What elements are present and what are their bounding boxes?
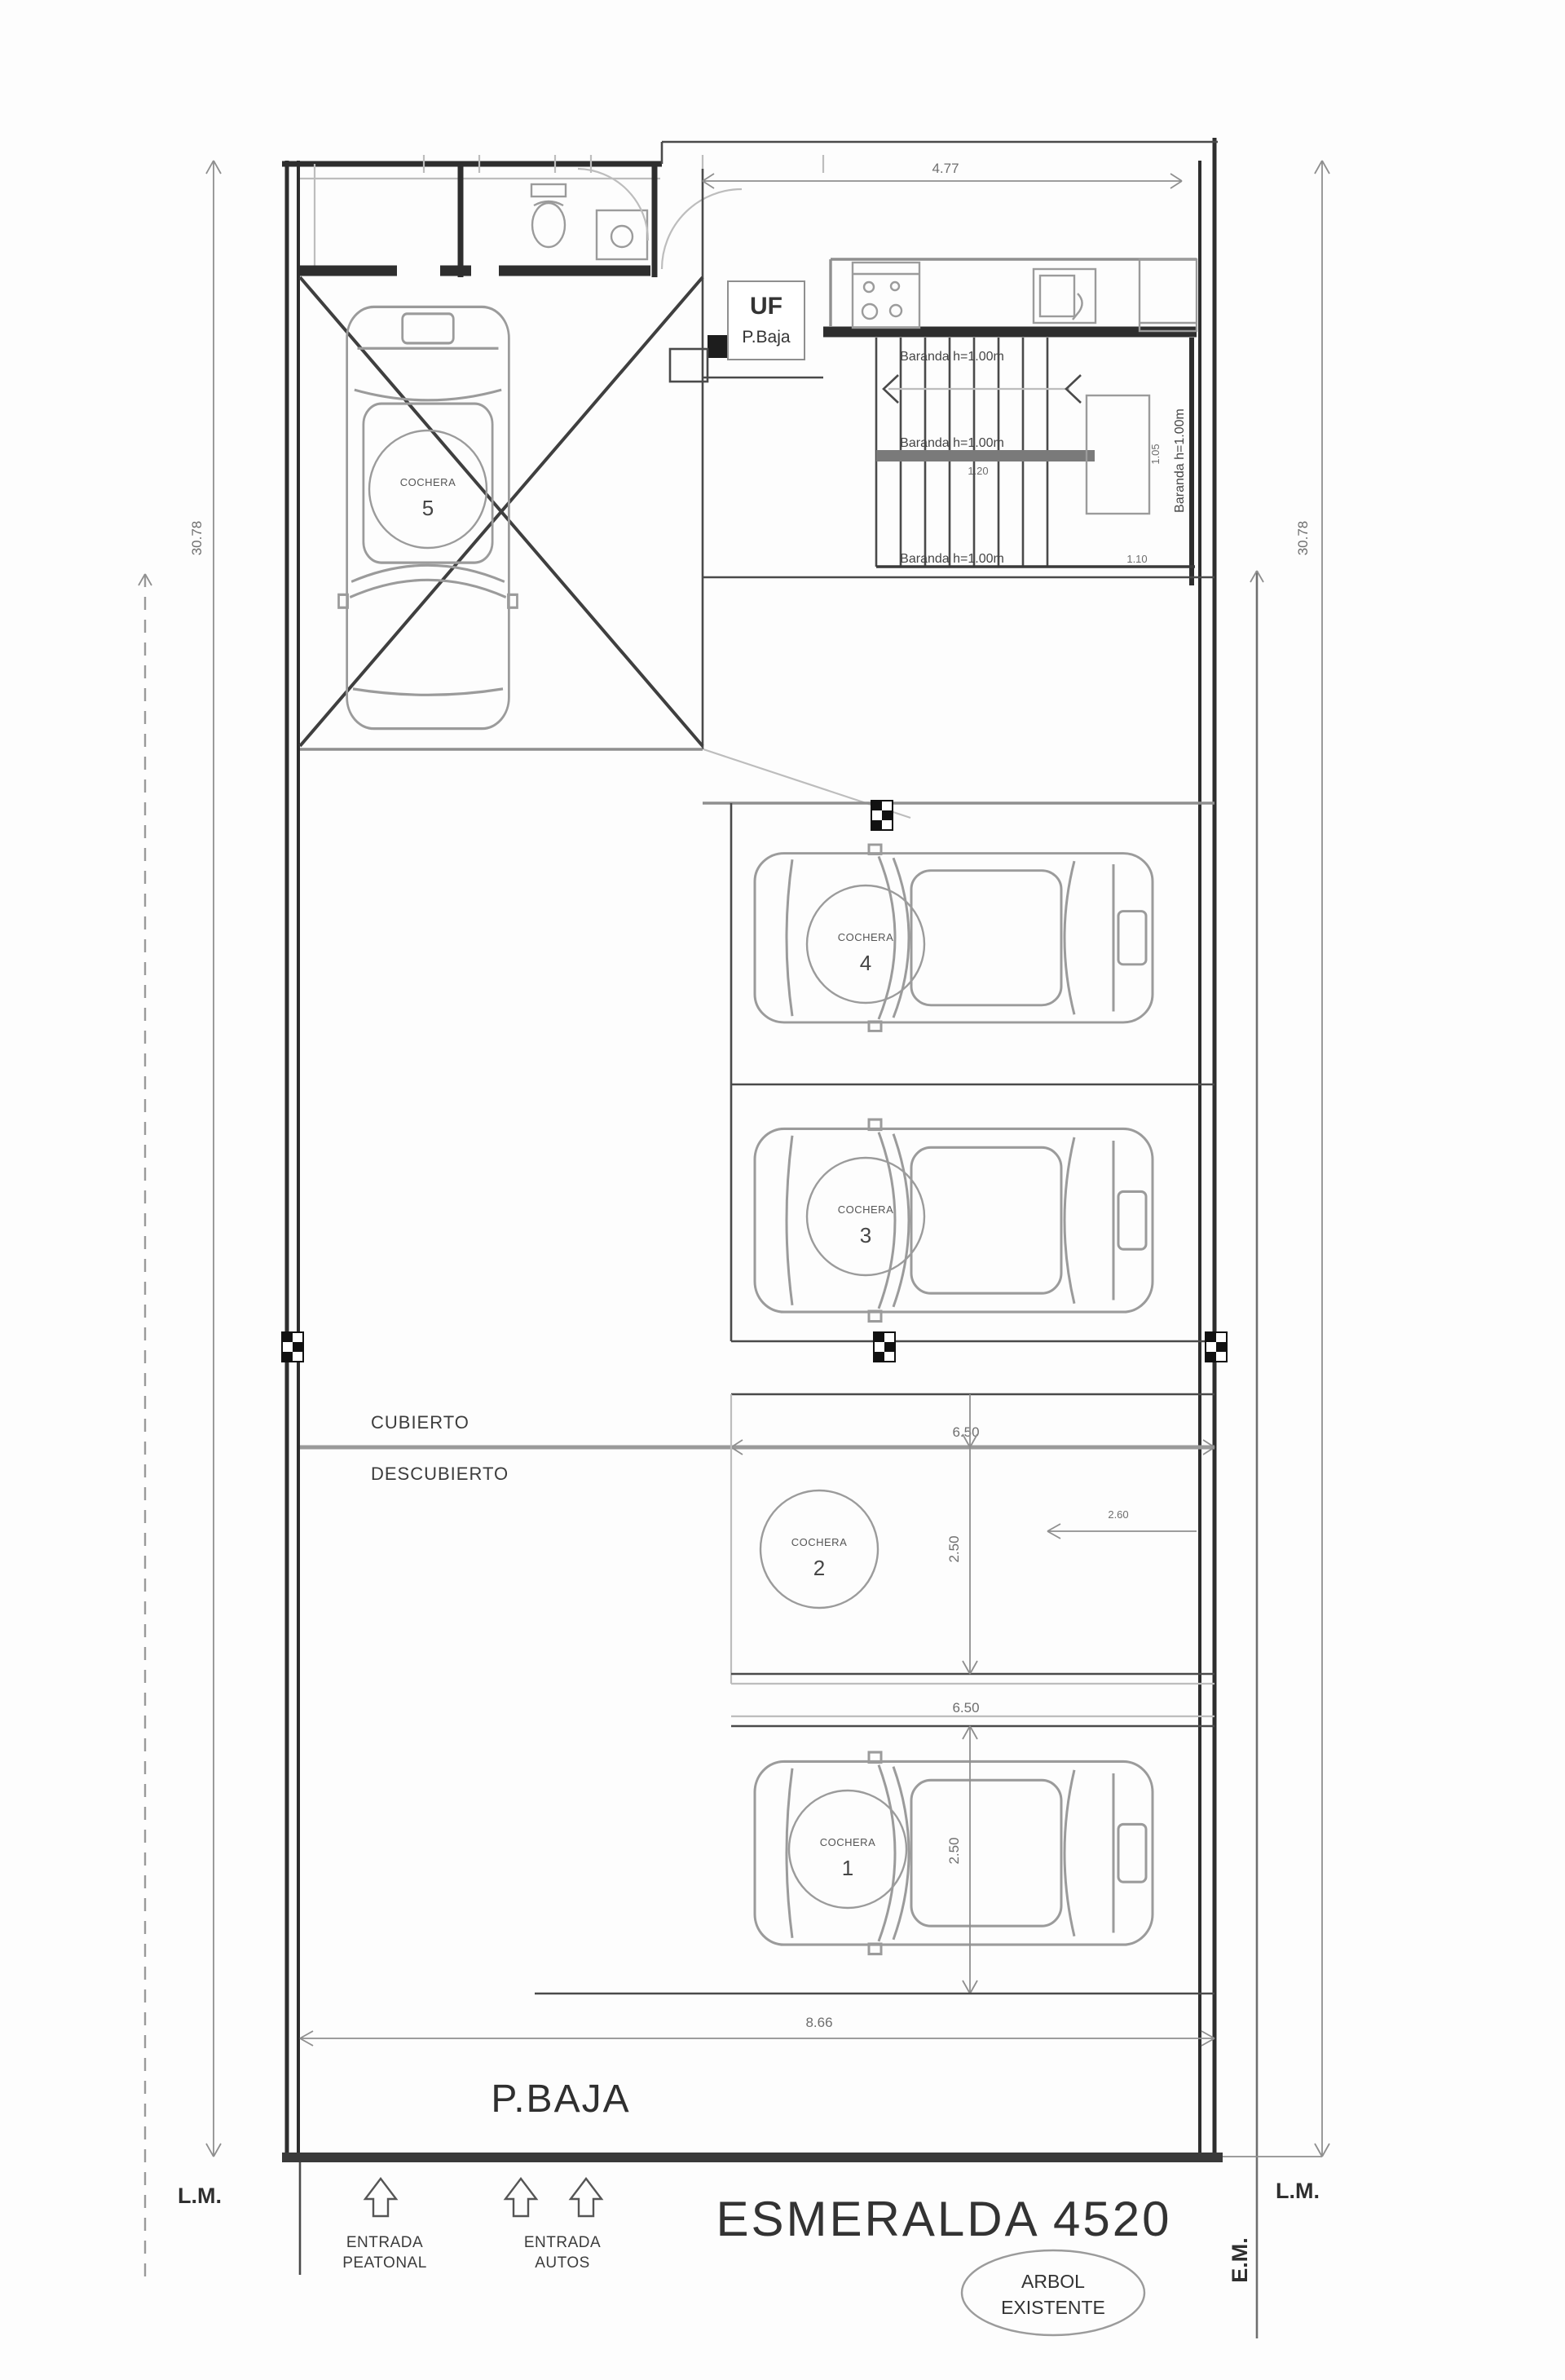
label-cubierto: CUBIERTO	[371, 1412, 470, 1433]
dim-c1-width: 6.50	[952, 1700, 980, 1715]
street-annotations	[178, 2179, 1320, 2335]
bathroom-sink-icon	[597, 210, 647, 259]
label-lm-right: L.M.	[1276, 2179, 1320, 2203]
dim-stair-bottom: 1.10	[1126, 553, 1148, 565]
dim-c2-depth: 2.50	[946, 1535, 962, 1563]
stair-void	[1087, 395, 1149, 514]
svg-text:EXISTENTE: EXISTENTE	[1001, 2297, 1105, 2318]
svg-text:1: 1	[841, 1856, 854, 1880]
bottom-annotations	[300, 2015, 1215, 2121]
label-em: E.M.	[1228, 2237, 1252, 2283]
dim-top-right-width: 4.77	[932, 161, 959, 176]
railing-label-middle: Baranda h=1.00m	[900, 436, 1004, 450]
cochera-4	[755, 845, 1153, 1031]
staircase	[703, 338, 1215, 585]
top-rooms	[300, 155, 823, 277]
floor-label: P.BAJA	[491, 2078, 631, 2121]
cochera-4-tag	[807, 885, 924, 1003]
dim-width-bottom: 8.66	[805, 2015, 833, 2030]
covered-boundary	[300, 1412, 1215, 1484]
cochera-2-tag	[760, 1490, 878, 1608]
cochera-1	[535, 1700, 1215, 1994]
cochera-3	[755, 1119, 1153, 1322]
svg-text:COCHERA: COCHERA	[399, 476, 456, 488]
svg-text:COCHERA: COCHERA	[837, 931, 894, 943]
dim-height-right: 30.78	[1295, 520, 1311, 556]
svg-text:PEATONAL: PEATONAL	[342, 2254, 427, 2272]
dim-c1-depth: 2.50	[946, 1837, 962, 1865]
label-lm-left: L.M.	[178, 2184, 222, 2208]
dim-stair-run: 1.20	[968, 465, 989, 477]
svg-text:COCHERA: COCHERA	[837, 1203, 894, 1216]
dim-stair-void: 1.05	[1149, 444, 1162, 465]
kitchen-sink-icon	[1034, 269, 1096, 323]
street-title: ESMERALDA 4520	[716, 2192, 1172, 2246]
railing-label-top: Baranda h=1.00m	[900, 350, 1004, 364]
cochera-5	[300, 277, 910, 818]
kitchen	[823, 259, 1197, 332]
step-block	[708, 335, 730, 358]
dim-height-left: 30.78	[189, 520, 205, 556]
railing-label-bottom: Baranda h=1.00m	[900, 552, 1004, 566]
railing-label-vertical: Baranda h=1.00m	[1173, 408, 1187, 513]
cochera-2	[731, 1394, 1215, 1684]
svg-text:COCHERA: COCHERA	[819, 1836, 876, 1848]
label-descubierto: DESCUBIERTO	[371, 1464, 509, 1484]
cochera-5-tag	[369, 431, 487, 548]
stair-handrail	[876, 450, 1095, 461]
svg-text:COCHERA: COCHERA	[791, 1536, 848, 1548]
toilet-icon	[531, 184, 566, 247]
svg-text:ARBOL: ARBOL	[1021, 2271, 1085, 2292]
fridge-icon	[1140, 259, 1197, 331]
cochera-1-tag	[789, 1791, 906, 1908]
dim-c2-width: 6.50	[952, 1424, 980, 1440]
svg-text:ENTRADA: ENTRADA	[523, 2234, 602, 2251]
svg-text:3: 3	[859, 1223, 872, 1247]
svg-text:4: 4	[859, 951, 872, 975]
cochera-3-tag	[807, 1158, 924, 1275]
entry-pedestrian	[342, 2179, 427, 2272]
svg-text:ENTRADA: ENTRADA	[346, 2234, 424, 2251]
svg-text:2: 2	[813, 1556, 826, 1580]
svg-text:5: 5	[421, 496, 434, 520]
entry-cars	[505, 2179, 602, 2272]
dim-c2-offset: 2.60	[1108, 1508, 1129, 1521]
existing-tree-note	[962, 2250, 1144, 2335]
cooktop-icon	[853, 263, 919, 328]
svg-text:AUTOS: AUTOS	[535, 2254, 590, 2272]
unit-label-line1: UF	[750, 293, 782, 320]
unit-label-line2: P.Baja	[742, 328, 791, 347]
boundary-lines	[139, 161, 1329, 2338]
